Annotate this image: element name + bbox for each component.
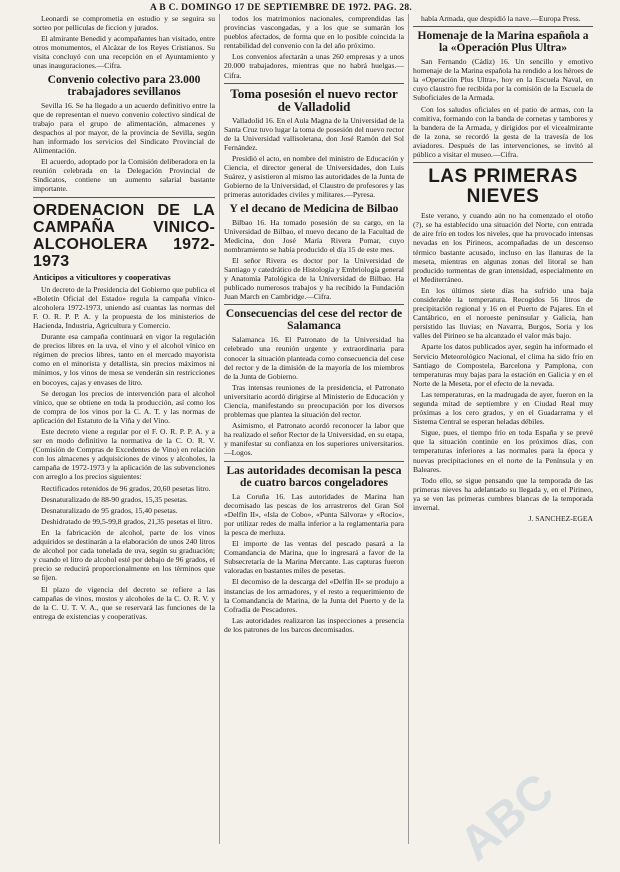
paragraph: San Fernando (Cádiz) 16. Un sencillo y emotivo homenaje de la Marina española ha rendido a los héroes de la «Operación Plus Ultra», hoy en la Escuela Naval, en cuyo claustro fue recibida por la comisión de la Escuela de Suboficiales de la Armada. [413, 57, 593, 103]
divider [413, 26, 593, 27]
headline-marina: Homenaje de la Marina española a la «Operación Plus Ultra» [417, 30, 589, 55]
headline-salamanca: Consecuencias del cese del rector de Salamanca [225, 308, 403, 333]
paragraph: había Armada, que despidió la nave.—Europa Press. [421, 14, 581, 23]
paragraph: Un decreto de la Presidencia del Gobierno que publica el «Boletín Oficial del Estado» regula la campaña vínico-alcoholera 1972-1973, uniendo así cuantas las normas del F. O. R. P. P. A. y la propuesta de los ministerios de Hacienda, Industria, Agricultura y Comercio. [33, 284, 215, 330]
paragraph: Las temperaturas, en la madrugada de ayer, fueron en la segunda mitad de septiembre y en Ciudad Real muy próximas a los cero grados, y en el Guadarrama y el Sistema Central se esperan heladas débiles. [413, 389, 593, 427]
divider [224, 461, 404, 462]
paragraph: Sigue, pues, el tiempo frío en toda España y se prevé que la situación continúe en los próximos días, con temperaturas inferiores a las normales para la época y nuevas precipitaciones en el norte de la Península y en Baleares. [413, 428, 593, 474]
paragraph: Este verano, y cuando aún no ha comenzado el otoño (?), se ha establecido una situación del Norte, con entrada de aire frío en todos los niveles, que ha provocado intensas nevadas en los Pirineos, acompañadas de un descenso térmico bastante acusado, incluso en las llanuras de la meseta, mientras en algunas zonas del litoral se han producido tormentas de gran intensidad, especialmente en el Mediterráneo. [413, 211, 593, 284]
abc-watermark-icon: ABC [450, 763, 564, 872]
paragraph: Leonardi se comprometia en estudio y se seguira su sorteo por pelliculas de ficcion y jurados. [33, 14, 215, 33]
byline: J. SANCHEZ-EGEA [528, 514, 593, 524]
paragraph: Los convenios afectarán a unas 260 empresas y a unos 20.000 trabajadores, mientras que no habrá huelgas.—Cifra. [224, 52, 404, 80]
column-1 [33, 14, 215, 623]
paragraph: Deshidratado de 99,5-99,8 grados, 21,35 pesetas el litro. [41, 516, 213, 526]
paragraph: Rectificados retenidos de 96 grados, 20,60 pesetas litro. [41, 483, 211, 493]
paragraph: El decomiso de la descarga del «Delfín II» se produjo a instancias de los armadores, y el resto a requerimiento de la Comandancia de Marina, de la Junta del Puerto y de la Cofradía de Pescadores. [224, 577, 404, 614]
divider [224, 83, 404, 84]
paragraph: Asimismo, el Patronato acordó reconocer la labor que ha realizado el señor Rector de la Universidad, en su etapa, y manifestar su confianza en los superiores universitarios.—Logos. [224, 421, 404, 458]
paragraph: Presidió el acto, en nombre del ministro de Educación y Ciencia, el director general de Universidades, don Luis Suárez, y asistieron al mismo las autoridades de la Junta de Gobierno de la Universidad, el Claustro de profesores y las primeras autoridades civiles y militares.—Pyresa. [224, 154, 404, 200]
paragraph: Aparte los datos publicados ayer, según ha informado el Servicio Meteorológico Nacional, el clima ha sido frío en Santiago de Compostela, Barcelona y Pamplona, con temperaturas muy bajas para la estación en Galicia y en el Norte de la Meseta, por el efecto de la nevada. [413, 342, 593, 388]
paragraph: Todo ello, se sigue pensando que la temporada de las primeras nieves ha adelantado su llegada y, en el Pirineo, ya se ven las primeras cumbres blancas de la temporada invernal. [413, 475, 593, 513]
subheadline-campana: Anticipos a viticultores y cooperativas [33, 271, 171, 282]
paragraph: En los últimos siete días ha sufrido una baja considerable la temperatura. Recogidos 56 litros de precipitación regional y 16 en el Puerto de Pajares. En el Cantábrico, en el noroeste peninsular y Galicia, han persistido las lluvias; en Navarra, Burgos, Soria y los valles del Pirineo se ha alcanzado el valor más bajo. [413, 285, 593, 341]
paragraph: El almirante Benedid y acompañantes han visitado, entre otros monumentos, el Alcázar de los Reyes Cristianos. Su visita concluyó con una recepción en el Ayuntamiento y unas inauguraciones.—Cifra. [33, 34, 215, 71]
paragraph: El señor Rivera es doctor por la Universidad de Santiago y catedrático de Histología y Embriología general y Anatomía Patológica de la Universidad de Bilbao. Ha publicado numerosos trabajos y ha recibido la Fundación Juan March en Cambridge.—Cifra. [224, 255, 404, 302]
headline-convenio: Convenio colectivo para 23.000 trabajadores sevillanos [47, 73, 201, 98]
paragraph: El acuerdo, adoptado por la Comisión deliberadora en la reunión celebrada en la Delegación Provincial de Sindicatos, contiene un aumento salarial bastante importante. [33, 157, 215, 194]
headline-rector-valladolid: Toma posesión el nuevo rector de Valladolid [230, 85, 398, 114]
paragraph: Salamanca 16. El Patronato de la Universidad ha celebrado una reunión urgente y extraordinaria para conocer la situación planteada como consecuencia del cese del rector y de la dimisión de la mayoría de los miembros de la Junta de Gobierno. [224, 335, 404, 381]
headline-nieves: LAS PRIMERAS NIEVES [428, 166, 578, 208]
headline-decano-bilbao: Y el decano de Medicina de Bilbao [229, 202, 399, 215]
paragraph: El importe de las ventas del pescado pasará a la Comandancia de Marina, que lo ingresará a favor de la Subsecretaría de la Marina Mercante. Las capturas fueron valoradas en bastantes miles de pesetas. [224, 539, 404, 576]
headline-campana: ORDENACION DE LA CAMPAÑA VINICO-ALCOHOLERA 1972-1973 [33, 201, 215, 270]
paragraph: En la fabricación de alcohol, parte de los vinos adquiridos se destinarán a la elaboración de unos 240 litros de alcohol por cada tonelada de uva, según su graduación; y cuando el litro de alcohol esté por debajo de 96 grados, el precio se reducirá proporcionalmente en los términos que se fijen. [33, 527, 215, 583]
paragraph: Desnaturalizado de 95 grados, 15,40 pesetas. [41, 505, 178, 515]
paragraph: todos los matrimonios nacionales, comprendidas las provincias vascongadas, y a los que se sumarán los pueblos afectados, de forma que en lo posible coincida la rentabilidad del convenio con la del año próximo. [224, 14, 404, 51]
headline-pesca: Las autoridades decomisan la pesca de cuatro barcos congeladores [226, 464, 402, 489]
page-header: A B C. DOMINGO 17 DE SEPTIEMBRE DE 1972. PAG. 28. [150, 3, 413, 13]
paragraph: Bilbao 16. Ha tomado posesión de su cargo, en la Universidad de Bilbao, el nuevo decano de la Facultad de Medicina, don José María Rivera Pomar, cuyo nombramiento se había producido el día 15 de este mes. [224, 217, 404, 254]
paragraph: Sevilla 16. Se ha llegado a un acuerdo definitivo entre la que de representan el nuevo convenio colectivo sindical de trabajo para el grupo de alimentación, almacenes y despachos al por mayor, de la provincia de Sevilla, según han informado los servicios del Sindicato Provincial de Alimentación. [33, 100, 215, 156]
column-3 [413, 14, 593, 525]
column-2 [224, 14, 404, 636]
paragraph: La Coruña 16. Las autoridades de Marina han decomisado las pescas de los arrastreros del Gran Sol «Delfín II», «Isla de Cobo», «Punta Sálvora» y «Rocío», por utilizar redes de malla inferior a la reglamentaria para la pesca de merluza. [224, 491, 404, 537]
paragraph: Tras intensas reuniones de la presidencia, el Patronato universitario acordó dirigirse al Ministerio de Educación y Ciencia, manifestando su preocupación por los diversos problemas que plantea la situación del rector. [224, 382, 404, 420]
divider [224, 304, 404, 305]
paragraph: Las autoridades realizaron las inspecciones a presencia de los patrones de los barcos decomisados. [224, 615, 404, 634]
column-rule [408, 14, 409, 844]
paragraph: Valladolid 16. En el Aula Magna de la Universidad de la Santa Cruz tuvo lugar la toma de posesión del nuevo rector de la Universidad vallisoletana, don José Ramón del Sol Fernández. [224, 115, 404, 152]
paragraph: Este decreto viene a regular por el F. O. R. P. P. A. y a ser en modo definitivo la normativa de la C. O. R. V. (Comisión de Compras de Excedentes de Vino) en relación con los almacenes y adquisiciones de vinos y alcoholes, la campaña de 1972-1973 y la aplicación de las subvenciones con arreglo a los precios siguientes: [33, 427, 215, 482]
divider [413, 162, 593, 163]
paragraph: Con los saludos oficiales en el patio de armas, con la comitiva, formando con la banda de cornetas y tambores y la bandera de la Armada, y dirigidos por el vicealmirante de la zona, se recordó la gesta de la travesía de los aviadores. Después de las intervenciones, se invitó al público a visitar el museo.—Cifra. [413, 104, 593, 160]
paragraph: Se derogan los precios de intervención para el alcohol vínico, que se obtiene en toda la producción, así como los de compra de los vinos por la C. A. T. y las normas de aplicación del Estatuto de la Viña y del Vino. [33, 388, 215, 425]
column-rule [219, 14, 220, 844]
divider [33, 197, 215, 198]
paragraph: Desnaturalizado de 88-90 grados, 15,35 pesetas. [41, 494, 188, 504]
paragraph: Durante esa campaña continuará en vigor la regulación de precios libres en la uva, el vino y el alcohol vínico en régimen de precios libres, tanto en el mercado mayorista como en el minorista y detallista, sin precios máximos ni mínimos, y los vinos de mesa se venderán sin restricciones en bocoyes, cajas y envases de litro. [33, 332, 215, 387]
paragraph: El plazo de vigencia del decreto se refiere a las campañas de vinos, mostos y alcoholes de la C. O. R. V. y de la C. U. T. V. A., que se reservará las funciones de la entrega de existencias y cooperativas. [33, 584, 215, 621]
